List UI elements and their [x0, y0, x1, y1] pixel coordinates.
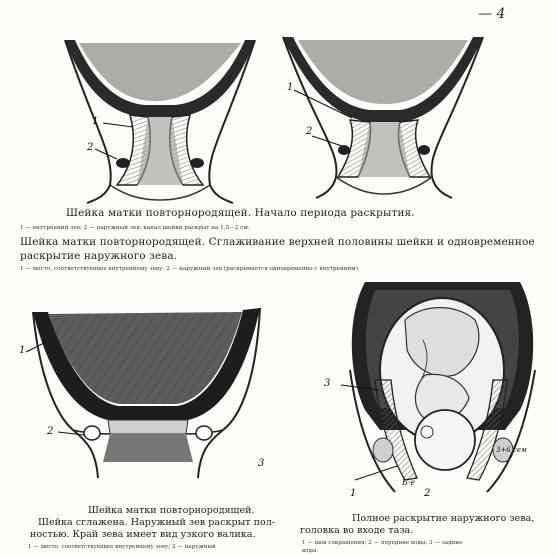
caption-onset-title: Шейка матки повторнородящей. Начало периода раскрытия. [66, 207, 415, 219]
fig2-label-2: 2 [306, 126, 313, 137]
caption-full-dilation-legend-2: воды. [302, 548, 319, 554]
figure-cervix-effacement-upper [278, 32, 488, 202]
caption-effaced-line-3: ностью. Край зева имеет вид узкого валика. [30, 529, 256, 540]
caption-effacement-legend: 1 — место, соответствующее внутреннему зеву; 2 — наружный зев (раскрывается одновременно с внутренним). [20, 266, 360, 272]
fig2-label-1: 1 [287, 82, 294, 93]
caption-effacement-title-1: Шейка матки повторнородящей. Сглаживание верхней половины шейки и одновременное [20, 236, 535, 248]
fig3-label-1: 1 [19, 345, 26, 356]
fig4-bottom-mark: Б·е [402, 478, 416, 487]
fig3-label-2: 2 [47, 426, 54, 437]
caption-full-dilation-line-1: Полное раскрытие наружного зева, [352, 513, 535, 524]
caption-effaced-legend: 1 — место, соответствующее внутреннему зеву; 2 — наружный [28, 544, 216, 550]
fig3-corner-mark: 3 [258, 458, 265, 469]
caption-full-dilation-legend-1: 1 — шов сокращения; 2 — передние воды; 3 — задние [302, 540, 463, 546]
fig1-label-1: 1 [92, 116, 99, 127]
figure-full-dilation-head-at-inlet [335, 280, 547, 495]
page-number-mark: — 4 [478, 6, 506, 22]
fig4-label-1: 1 [350, 488, 357, 499]
figure-cervix-onset [55, 35, 265, 205]
fig4-label-2: 2 [424, 488, 431, 499]
caption-effaced-line-1: Шейка матки повторнородящей. [88, 505, 255, 516]
fig1-label-2: 2 [87, 142, 94, 153]
caption-effaced-line-2: Шейка сглажена. Наружный зев раскрыт пол- [38, 517, 276, 528]
fig4-label-3: 3 [324, 378, 331, 389]
fig4-side-note: З+6 сем [496, 446, 527, 454]
figure-cervix-fully-effaced [18, 302, 268, 482]
caption-effacement-title-2: раскрытие наружного зева. [20, 250, 178, 262]
caption-onset-legend: 1 — внутренний зев; 2 — наружный зев; канал шейки раскрыт на 1,5—2 см. [20, 225, 250, 231]
caption-full-dilation-line-2: головка во входе таза. [300, 525, 414, 536]
